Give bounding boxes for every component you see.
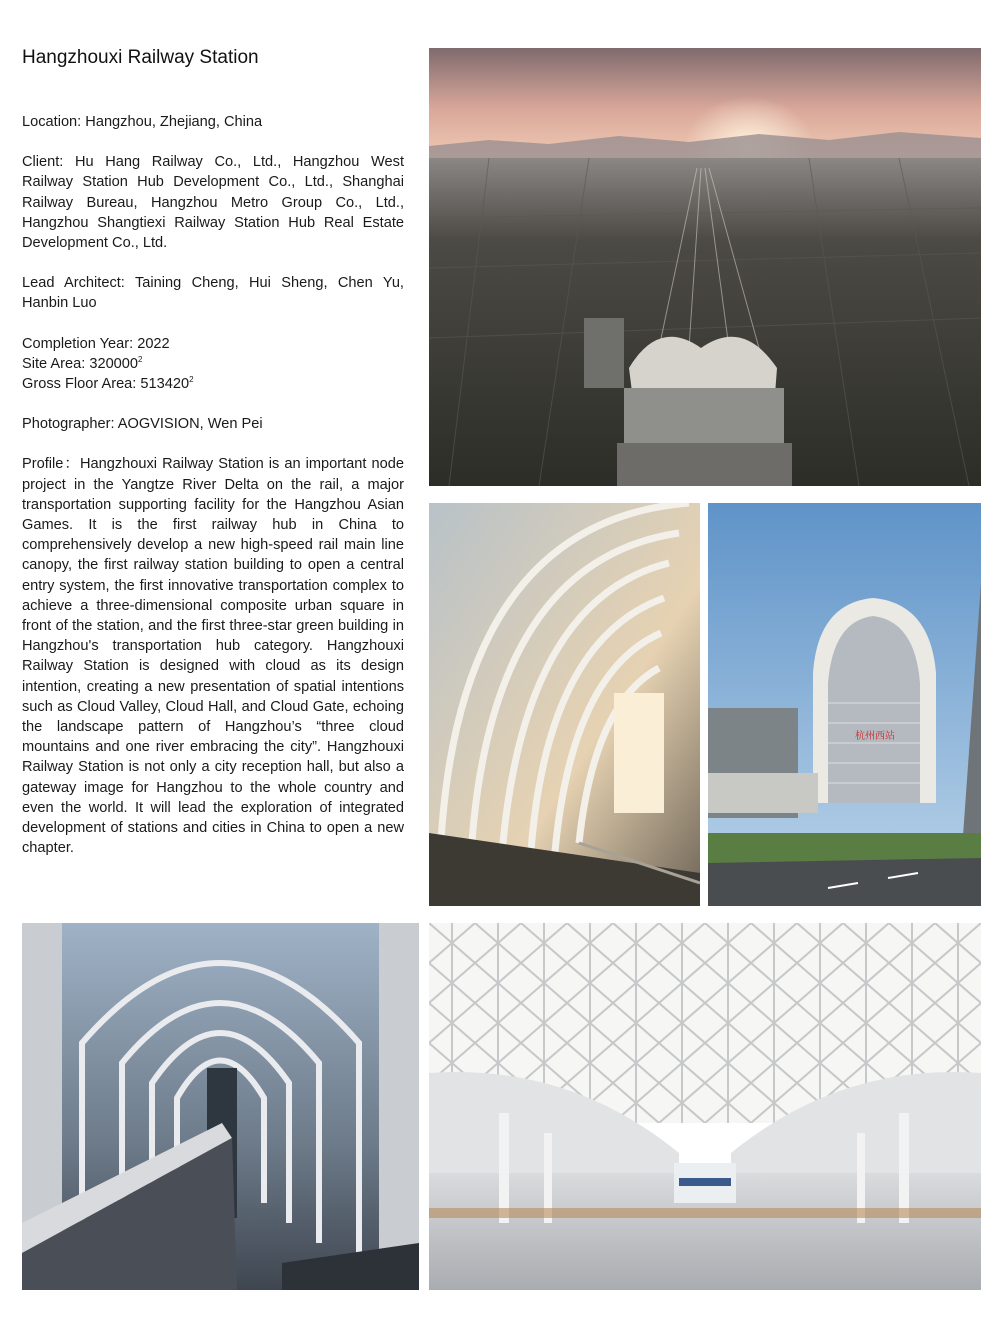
escalator-hall-photo (22, 923, 419, 1290)
waiting-hall-photo (429, 923, 981, 1290)
facade-photo (708, 503, 981, 906)
gross-floor-area-text: Gross Floor Area: 513420$^2$ (22, 375, 194, 393)
page-title: Hangzhouxi Railway Station (22, 47, 259, 68)
aerial-photo (429, 48, 981, 486)
interior-canopy-photo (429, 503, 700, 906)
station-sign: 杭州西站 (855, 731, 895, 742)
photographer-text: Photographer: AOGVISION, Wen Pei (22, 416, 263, 433)
site-area-text: Site Area: 320000$^2$ (22, 354, 143, 372)
completion-year-text: Completion Year: 2022 (22, 335, 170, 352)
client-text: Client: Hu Hang Railway Co., Ltd., Hangzhou West Railway Station Hub Development Co., Ltd., Shanghai Railway Bureau, Hangzhou Metro Group Co., Ltd., Hangzhou Shangtiexi Railway Station Hub Real Estate Development Co., Ltd. (22, 154, 404, 252)
lead-architect-text: Lead Architect: Taining Cheng, Hui Sheng, Chen Yu, Hanbin Luo (22, 275, 404, 312)
profile-text: Profile：Hangzhouxi Railway Station is an important node project in the Yangtze River Delta on the rail, a major transportation supporting facility for the Hangzhou Asian Games. It is the first railway hub in China to comprehensively develop a new high-speed rail main line canopy, the first railway station building to open a central entry system, the first innovative transportation complex to achieve a three-dimensional composite urban square in front of the station, and the first three-star green building in Hangzhou's transportation hub category. Hangzhouxi Railway Station is designed with cloud as its design intention, creating a new presentation of spatial intentions such as Cloud Valley, Cloud Hall, and Cloud Gate, echoing the landscape pattern of Hangzhou’s “three cloud mountains and one river embracing the city”. Hangzhouxi Railway Station is not only a city reception hall, but also a gateway image for Hangzhou to the whole country and even the world. It will lead the exploration of integrated development of stations and cities in China to open a new chapter. (22, 456, 404, 857)
project-info (22, 112, 404, 879)
location-text: Location: Hangzhou, Zhejiang, China (22, 114, 263, 130)
